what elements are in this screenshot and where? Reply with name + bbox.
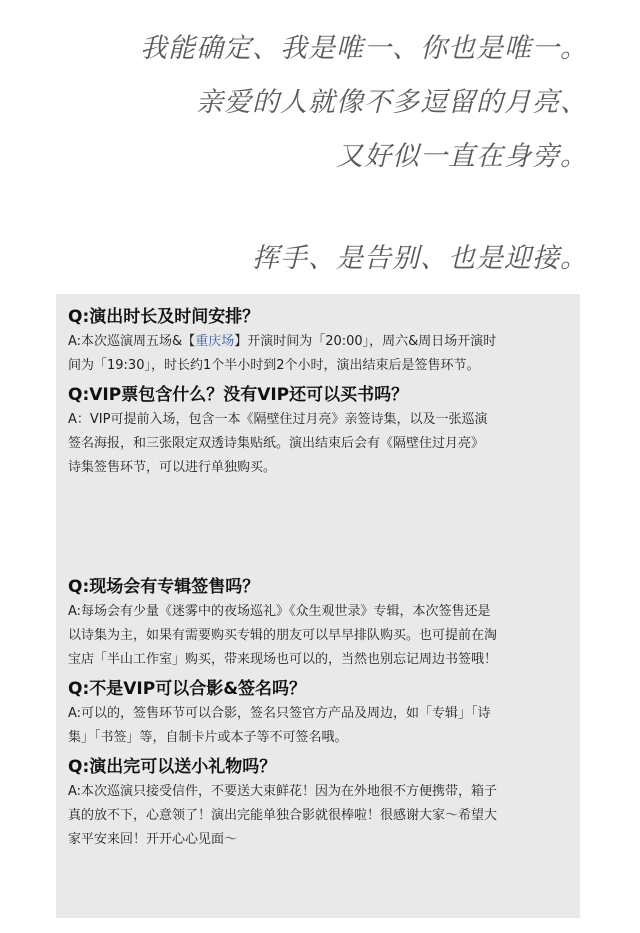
faq-answer [68, 702, 568, 750]
answer-line: 集」「书签」等，自制卡片或本子等不可签名哦。 [68, 730, 348, 745]
faq-question: Q:不是VIP可以合影&签名吗？ [68, 679, 307, 699]
poem-line: 挥手、是告别、也是迎接。 [252, 243, 588, 274]
faq-question: Q:演出时长及时间安排？ [68, 307, 260, 327]
answer-line: 诗集签售环节，可以进行单独购买。 [68, 460, 277, 475]
handwritten-poem [140, 22, 588, 286]
faq-item [68, 754, 568, 852]
highlight-city: 重庆场 [195, 334, 235, 349]
answer-line: 签名海报，和三张限定双透诗集贴纸。演出结束后会有《隔壁住过月亮》 [68, 436, 485, 451]
faq-item [68, 676, 568, 750]
poem-line: 又好似一直在身旁。 [336, 141, 588, 172]
faq-answer [68, 408, 568, 480]
faq-item [68, 382, 568, 480]
answer-text: 】开演时间为「20:00」，周六&周日场开演时 [234, 334, 497, 349]
answer-line: 宝店「半山工作室」购买，带来现场也可以的，当然也别忘记周边书签哦！ [68, 652, 498, 667]
faq-answer [68, 780, 568, 852]
faq-panel [56, 294, 580, 918]
poem-line: 我能确定、我是唯一、你也是唯一。 [140, 33, 588, 64]
faq-item [68, 574, 568, 672]
faq-question: Q:VIP票包含什么？没有VIP还可以买书吗？ [68, 385, 409, 405]
answer-line: 真的放不下，心意领了！演出完能单独合影就很棒啦！很感谢大家～希望大 [68, 808, 498, 823]
faq-item [68, 304, 568, 378]
faq-question: Q:演出完可以送小礼物吗？ [68, 757, 277, 777]
answer-line: A：VIP可提前入场，包含一本《隔壁住过月亮》亲签诗集，以及一张巡演 [68, 412, 488, 427]
answer-line: A:本次巡演只接受信件，不要送大束鲜花！因为在外地很不方便携带，箱子 [68, 784, 498, 799]
answer-line: 以诗集为主，如果有需要购买专辑的朋友可以早早排队购买。也可提前在淘 [68, 628, 498, 643]
answer-line: 家平安来回！开开心心见面～ [68, 832, 238, 847]
poem-line: 亲爱的人就像不多逗留的月亮、 [196, 87, 588, 118]
faq-question: Q:现场会有专辑签售吗？ [68, 577, 260, 597]
answer-line: 间为「19:30」，时长约1个半小时到2个小时，演出结束后是签售环节。 [68, 358, 480, 373]
faq-answer [68, 330, 568, 378]
answer-text: A:本次巡演周五场&【 [68, 334, 196, 349]
answer-line: A:可以的，签售环节可以合影，签名只签官方产品及周边，如「专辑」「诗 [68, 706, 491, 721]
answer-line: A:每场会有少量《迷雾中的夜场巡礼》《众生观世录》专辑，本次签售还是 [68, 604, 491, 619]
faq-answer [68, 600, 568, 672]
